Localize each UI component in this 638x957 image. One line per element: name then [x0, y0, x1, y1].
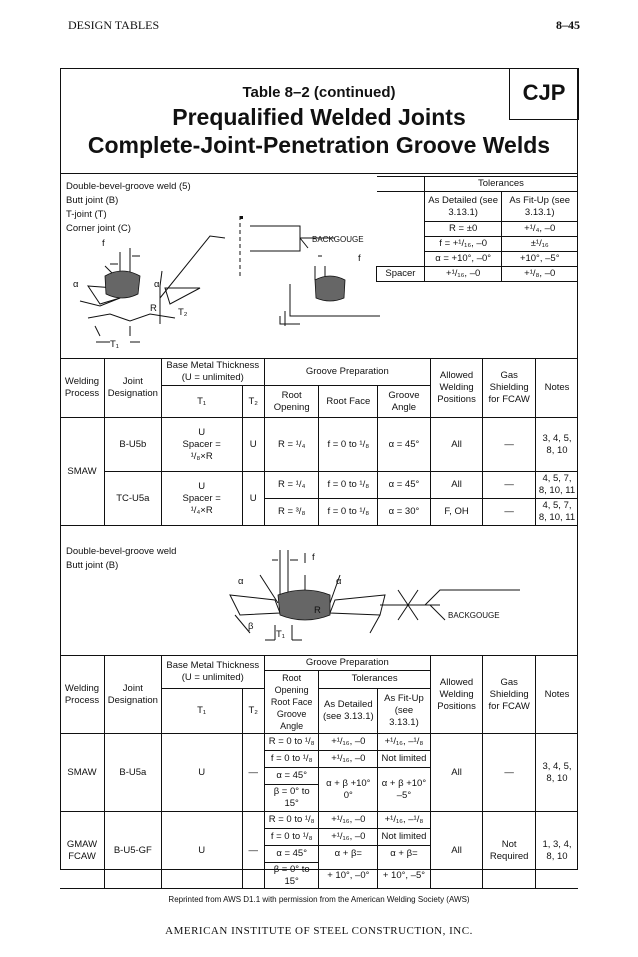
t1-cell: U	[161, 734, 242, 812]
col-welding-process: Welding Process	[60, 656, 105, 734]
tol-cell: R = ±0	[424, 222, 502, 237]
pos-cell: All	[430, 472, 483, 499]
col-root-face-angle: Root Opening Root Face Groove Angle	[264, 671, 319, 734]
col-t2: T₂	[242, 688, 264, 734]
col-groove-angle: Groove Angle	[378, 386, 431, 418]
t2-cell: U	[242, 418, 264, 472]
col-base-metal: Base Metal Thickness (U = unlimited)	[161, 656, 264, 689]
tol-detailed-cell: +¹/₁₆, –0	[319, 829, 378, 846]
alpha-label-2a: α	[238, 576, 244, 587]
face-cell: f = 0 to ¹/₈	[319, 472, 378, 499]
t2-cell: —	[242, 734, 264, 812]
t1-cell: U Spacer = ¹/₈×R	[161, 418, 242, 472]
tol-cell: α = +10°, –0°	[424, 252, 502, 267]
tol-detailed-cell: +¹/₁₆, –0	[319, 812, 378, 829]
f-label-1b: f	[358, 253, 361, 264]
tol-fitup-cell: +¹/₁₆, –¹/₈	[378, 812, 431, 829]
tol-fitup-cell: +¹/₁₆, –¹/₈	[378, 734, 431, 751]
table-title: Prequalified Welded Joints	[172, 104, 466, 130]
pos-cell: All	[430, 734, 483, 812]
table-row	[60, 472, 578, 499]
col-notes: Notes	[535, 359, 578, 418]
col-allowed-positions: Allowed Welding Positions	[430, 359, 483, 418]
tol-head-fitup: As Fit-Up (see 3.13.1)	[502, 192, 578, 222]
col-groove-prep: Groove Preparation	[264, 656, 430, 671]
table-row	[60, 734, 578, 751]
root-cell: R = ¹/₄	[264, 418, 319, 472]
joint-diagram-2	[220, 545, 520, 645]
col-tolerances: Tolerances	[319, 671, 430, 689]
col-welding-process: Welding Process	[60, 359, 105, 418]
tol-cell: ±¹/₁₆	[502, 237, 578, 252]
angle-cell: α = 30°	[378, 499, 431, 526]
prep-cell: R = 0 to ¹/₈	[264, 812, 319, 829]
prep-cell: f = 0 to ¹/₈	[264, 751, 319, 768]
tolerances-title: Tolerances	[424, 177, 577, 192]
tol-fitup-cell: α + β=	[378, 846, 431, 863]
tol-fitup-cell: Not limited	[378, 751, 431, 768]
r-label-1: R	[150, 303, 157, 314]
pos-cell: All	[430, 812, 483, 890]
col-joint-designation: Joint Designation	[105, 656, 162, 734]
weld-bead-right	[315, 276, 345, 301]
root-cell: R = ¹/₄	[264, 472, 319, 499]
process-cell: SMAW	[60, 418, 105, 526]
notes-cell: 4, 5, 7, 8, 10, 11	[535, 472, 578, 499]
table-row	[60, 418, 578, 472]
page-number: 8–45	[556, 18, 580, 32]
t1-cell: U Spacer = ¹/₄×R	[161, 472, 242, 526]
col-root-opening: Root Opening	[264, 386, 319, 418]
beta-label-2: β	[248, 621, 254, 632]
gas-cell: —	[483, 499, 536, 526]
tol-cell: +10°, –5°	[502, 252, 578, 267]
face-cell: f = 0 to ¹/₈	[319, 499, 378, 526]
col-t1: T₁	[161, 386, 242, 418]
prep-cell: α = 45°	[264, 768, 319, 785]
r-label-2: R	[314, 605, 321, 616]
alpha-label-1a: α	[73, 279, 79, 290]
gas-cell: Not Required	[483, 812, 536, 890]
section-header: DESIGN TABLES	[68, 18, 160, 32]
prep-cell: α = 45°	[264, 846, 319, 863]
table-subtitle: Complete-Joint-Penetration Groove Welds	[87, 132, 551, 158]
f-label-2: f	[312, 552, 315, 563]
table-row	[60, 812, 578, 829]
tol-head-detailed: As Detailed (see 3.13.1)	[424, 192, 502, 222]
col-joint-designation: Joint Designation	[105, 359, 162, 418]
process-cell: GMAW FCAW	[60, 812, 105, 890]
col-gas-shielding: Gas Shielding for FCAW	[483, 359, 536, 418]
col-groove-prep: Groove Preparation	[264, 359, 430, 386]
tolerances-table-1	[376, 176, 578, 282]
gas-cell: —	[483, 472, 536, 499]
table-number: Table 8–2 (continued)	[242, 84, 396, 101]
gas-cell: —	[483, 734, 536, 812]
col-base-metal: Base Metal Thickness (U = unlimited)	[161, 359, 264, 386]
backgouge-label-2: BACKGOUGE	[448, 611, 500, 620]
tol-cell: f = +¹/₁₆, –0	[424, 237, 502, 252]
process-cell: SMAW	[60, 734, 105, 812]
title-block	[60, 68, 578, 174]
t1-label-1: T₁	[110, 339, 120, 350]
notes-cell: 3, 4, 5, 8, 10	[535, 418, 578, 472]
notes-cell: 1, 3, 4, 8, 10	[535, 812, 578, 890]
joint-diagram-1	[60, 176, 425, 356]
weld-bead-left	[105, 271, 140, 298]
joint-description-2: Double-bevel-groove weld Butt joint (B)	[66, 546, 177, 571]
footer-rule	[60, 888, 578, 889]
tol-detailed-cell: α + β=	[319, 846, 378, 863]
root-cell: R = ³/₈	[264, 499, 319, 526]
t1-label-2: T₁	[276, 629, 286, 640]
f-label-1a: f	[102, 238, 105, 249]
col-t2: T₂	[242, 386, 264, 418]
joint-cell: B-U5-GF	[105, 812, 162, 890]
tol-fitup-cell: α + β +10° –5°	[378, 768, 431, 812]
tol-detailed-cell: +¹/₁₆, –0	[319, 734, 378, 751]
alpha-label-2b: α	[336, 576, 342, 587]
t1-cell: U	[161, 812, 242, 890]
joint-table-1	[60, 358, 578, 526]
face-cell: f = 0 to ¹/₈	[319, 418, 378, 472]
angle-cell: α = 45°	[378, 472, 431, 499]
tol-fitup-cell: Not limited	[378, 829, 431, 846]
joint-cell: B-U5a	[105, 734, 162, 812]
joint-cell: B-U5b	[105, 418, 162, 472]
joint-table-2	[60, 655, 578, 889]
cjp-badge: CJP	[509, 68, 579, 120]
prep-cell: β = 0° to 15°	[264, 785, 319, 812]
col-allowed-positions: Allowed Welding Positions	[430, 656, 483, 734]
tol-cell: +¹/₈, –0	[502, 267, 578, 282]
prep-cell: f = 0 to ¹/₈	[264, 829, 319, 846]
tol-detailed-cell: + 10°, –0°	[319, 863, 378, 890]
t2-cell: —	[242, 812, 264, 890]
col-root-face: Root Face	[319, 386, 378, 418]
col-notes: Notes	[535, 656, 578, 734]
footer-publisher: AMERICAN INSTITUTE OF STEEL CONSTRUCTION, INC.	[165, 925, 473, 937]
backgouge-label-1: BACKGOUGE	[312, 235, 364, 244]
col-gas-shielding: Gas Shielding for FCAW	[483, 656, 536, 734]
joint-description: Double-bevel-groove weld (5) Butt joint (B) T-joint (T) Corner joint (C)	[66, 181, 191, 234]
alpha-label-1b: α	[154, 279, 160, 290]
col-as-detailed: As Detailed (see 3.13.1)	[319, 688, 378, 734]
notes-cell: 4, 5, 7, 8, 10, 11	[535, 499, 578, 526]
tol-fitup-cell: + 10°, –5°	[378, 863, 431, 890]
joint-cell: TC-U5a	[105, 472, 162, 526]
gas-cell: —	[483, 418, 536, 472]
col-as-fitup: As Fit-Up (see 3.13.1)	[378, 688, 431, 734]
weld-bead-2	[278, 590, 330, 620]
pos-cell: All	[430, 418, 483, 472]
t2-cell: U	[242, 472, 264, 526]
col-t1: T₁	[161, 688, 242, 734]
t2-label-1: T₂	[178, 307, 188, 318]
tol-detailed-cell: α + β +10° 0°	[319, 768, 378, 812]
plate-right	[165, 288, 200, 304]
angle-cell: α = 45°	[378, 418, 431, 472]
footer-credit: Reprinted from AWS D1.1 with permission from the American Welding Society (AWS)	[168, 895, 470, 904]
tol-cell: +¹/₁₆, –0	[424, 267, 502, 282]
prep-cell: β = 0° to 15°	[264, 863, 319, 890]
pos-cell: F, OH	[430, 499, 483, 526]
tol-cell: +¹/₄, –0	[502, 222, 578, 237]
prep-cell: R = 0 to ¹/₈	[264, 734, 319, 751]
spacer-label: Spacer	[377, 267, 425, 282]
notes-cell: 3, 4, 5, 8, 10	[535, 734, 578, 812]
tol-detailed-cell: +¹/₁₆, –0	[319, 751, 378, 768]
